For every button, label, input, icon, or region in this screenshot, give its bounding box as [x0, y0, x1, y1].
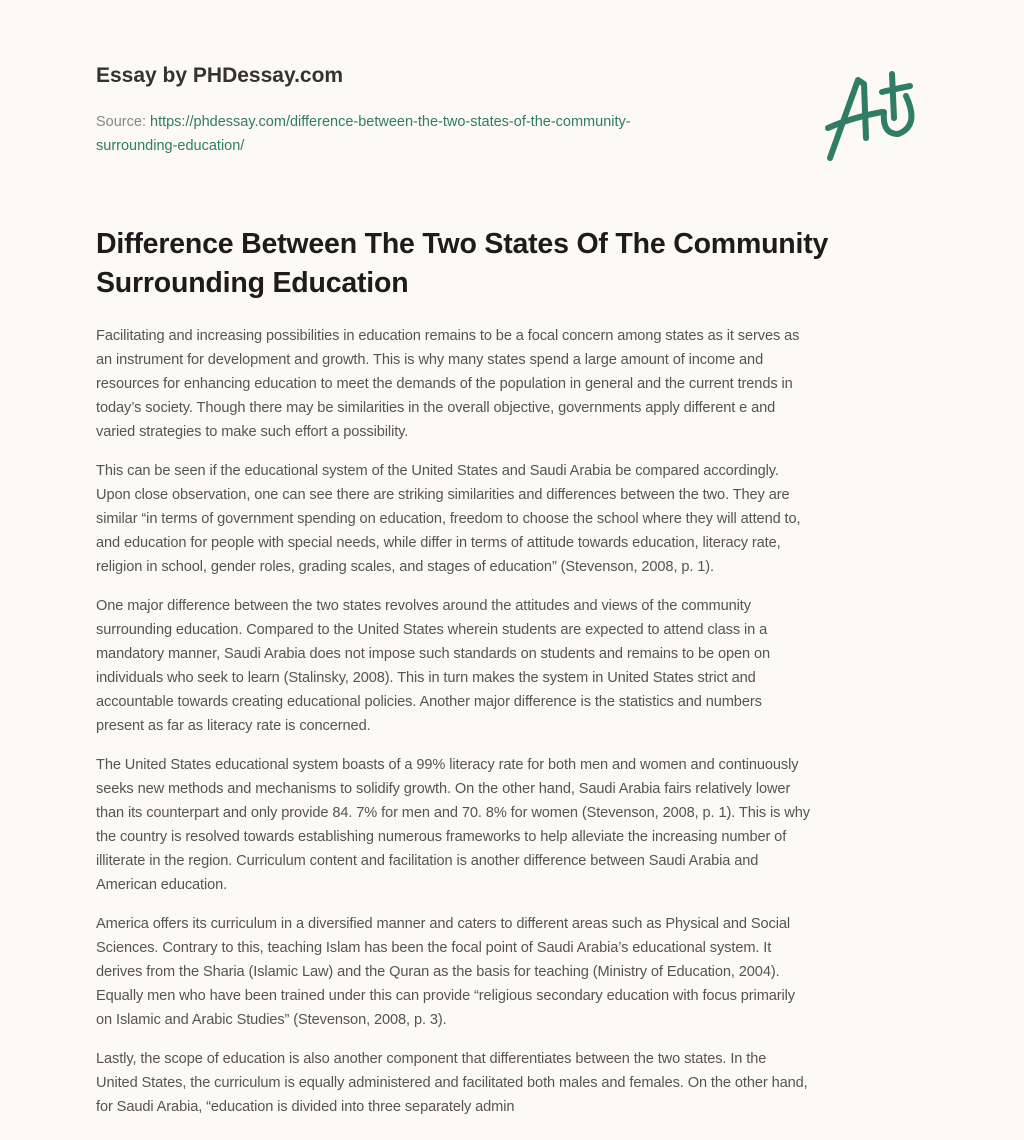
- paragraph-line: on Islamic and Arabic Studies” (Stevenson, 2008, p. 3).: [96, 1012, 447, 1028]
- paragraph-line: Facilitating and increasing possibilities in education remains to be a focal concern among states as it serves as: [96, 328, 800, 344]
- paragraph-line: than its counterpart and only provide 84. 7% for men and 70. 8% for women (Stevenson, 2008, p. 1). This is why: [96, 805, 810, 821]
- paragraph-line: illiterate in the region. Curriculum content and facilitation is another difference between Saudi Arabia and: [96, 853, 759, 869]
- article-title: Difference Between The Two States Of The Community Surrounding Education: [96, 228, 829, 299]
- paragraph-line: present as far as literacy rate is concerned.: [96, 718, 371, 734]
- paragraph-line: Sciences. Contrary to this, teaching Islam has been the focal point of Saudi Arabia’s educational system. It: [96, 940, 772, 956]
- paragraph-line: seeks new methods and mechanisms to solidify growth. On the other hand, Saudi Arabia fairs relatively lower: [96, 781, 791, 797]
- paragraph-line: One major difference between the two states revolves around the attitudes and views of the community: [96, 598, 751, 614]
- paragraph-line: This can be seen if the educational system of the United States and Saudi Arabia be compared accordingly.: [96, 463, 779, 479]
- source-citation: [96, 110, 796, 158]
- paragraph-line: religion in school, gender roles, grading scales, and stages of education” (Stevenson, 2008, p. 1).: [96, 559, 715, 575]
- source-link[interactable]: https://phdessay.com/difference-between-the-two-states-of-the-community- surrounding-education/: [96, 114, 631, 154]
- source-label: Source:: [96, 114, 150, 130]
- paragraph-line: similar “in terms of government spending on education, freedom to choose the school where they will attend to,: [96, 511, 801, 527]
- paragraph-line: United States, the curriculum is equally administered and facilitated both males and females. On the other hand,: [96, 1075, 808, 1091]
- paragraph-line: mandatory manner, Saudi Arabia does not impose such standards on students and remains to be open on: [96, 646, 771, 662]
- paragraph-line: America offers its curriculum in a diversified manner and caters to different areas such as Physical and Social: [96, 916, 791, 932]
- paragraph-line: Upon close observation, one can see there are striking similarities and differences between the two. They are: [96, 487, 790, 503]
- paragraph-line: and education for people with special needs, while differ in terms of attitude towards education, literacy rate,: [96, 535, 781, 551]
- paragraph-line: The United States educational system boasts of a 99% literacy rate for both men and women and continuously: [96, 757, 799, 773]
- paragraph-line: Equally men who have been trained under this can provide “religious secondary education with focus primarily: [96, 988, 796, 1004]
- paragraph: [96, 594, 936, 738]
- paragraph: [96, 753, 936, 897]
- paragraph-line: varied strategies to make such effort a possibility.: [96, 424, 409, 440]
- paragraph-line: for Saudi Arabia, “education is divided into three separately admin: [96, 1099, 515, 1115]
- paragraph-line: American education.: [96, 877, 228, 893]
- a-plus-logo-icon: [820, 66, 930, 166]
- paragraph: [96, 324, 936, 444]
- paragraph-line: the country is resolved towards establishing numerous frameworks to help alleviate the increasing number of: [96, 829, 787, 845]
- site-title: Essay by PHDessay.com: [96, 64, 344, 87]
- paragraph: [96, 459, 936, 579]
- paragraph-line: derives from the Sharia (Islamic Law) and the Quran as the basis for teaching (Ministry of Education, 2004).: [96, 964, 780, 980]
- paragraph-line: today’s society. Though there may be similarities in the overall objective, governments apply different e and: [96, 400, 776, 416]
- paragraph-line: accountable towards creating educational policies. Another major difference is the statistics and numbers: [96, 694, 762, 710]
- paragraph: [96, 1047, 936, 1119]
- paragraph-line: resources for enhancing education to meet the demands of the population in general and the current trends in: [96, 376, 793, 392]
- paragraph-line: an instrument for development and growth. This is why many states spend a large amount of income and: [96, 352, 764, 368]
- paragraph-line: Lastly, the scope of education is also another component that differentiates between the two states. In the: [96, 1051, 767, 1067]
- paragraph: [96, 912, 936, 1032]
- paragraph-line: individuals who seek to learn (Stalinsky, 2008). This in turn makes the system in United States strict and: [96, 670, 756, 686]
- article-body: [96, 324, 936, 1134]
- paragraph-line: surrounding education. Compared to the United States wherein students are expected to attend class in a: [96, 622, 768, 638]
